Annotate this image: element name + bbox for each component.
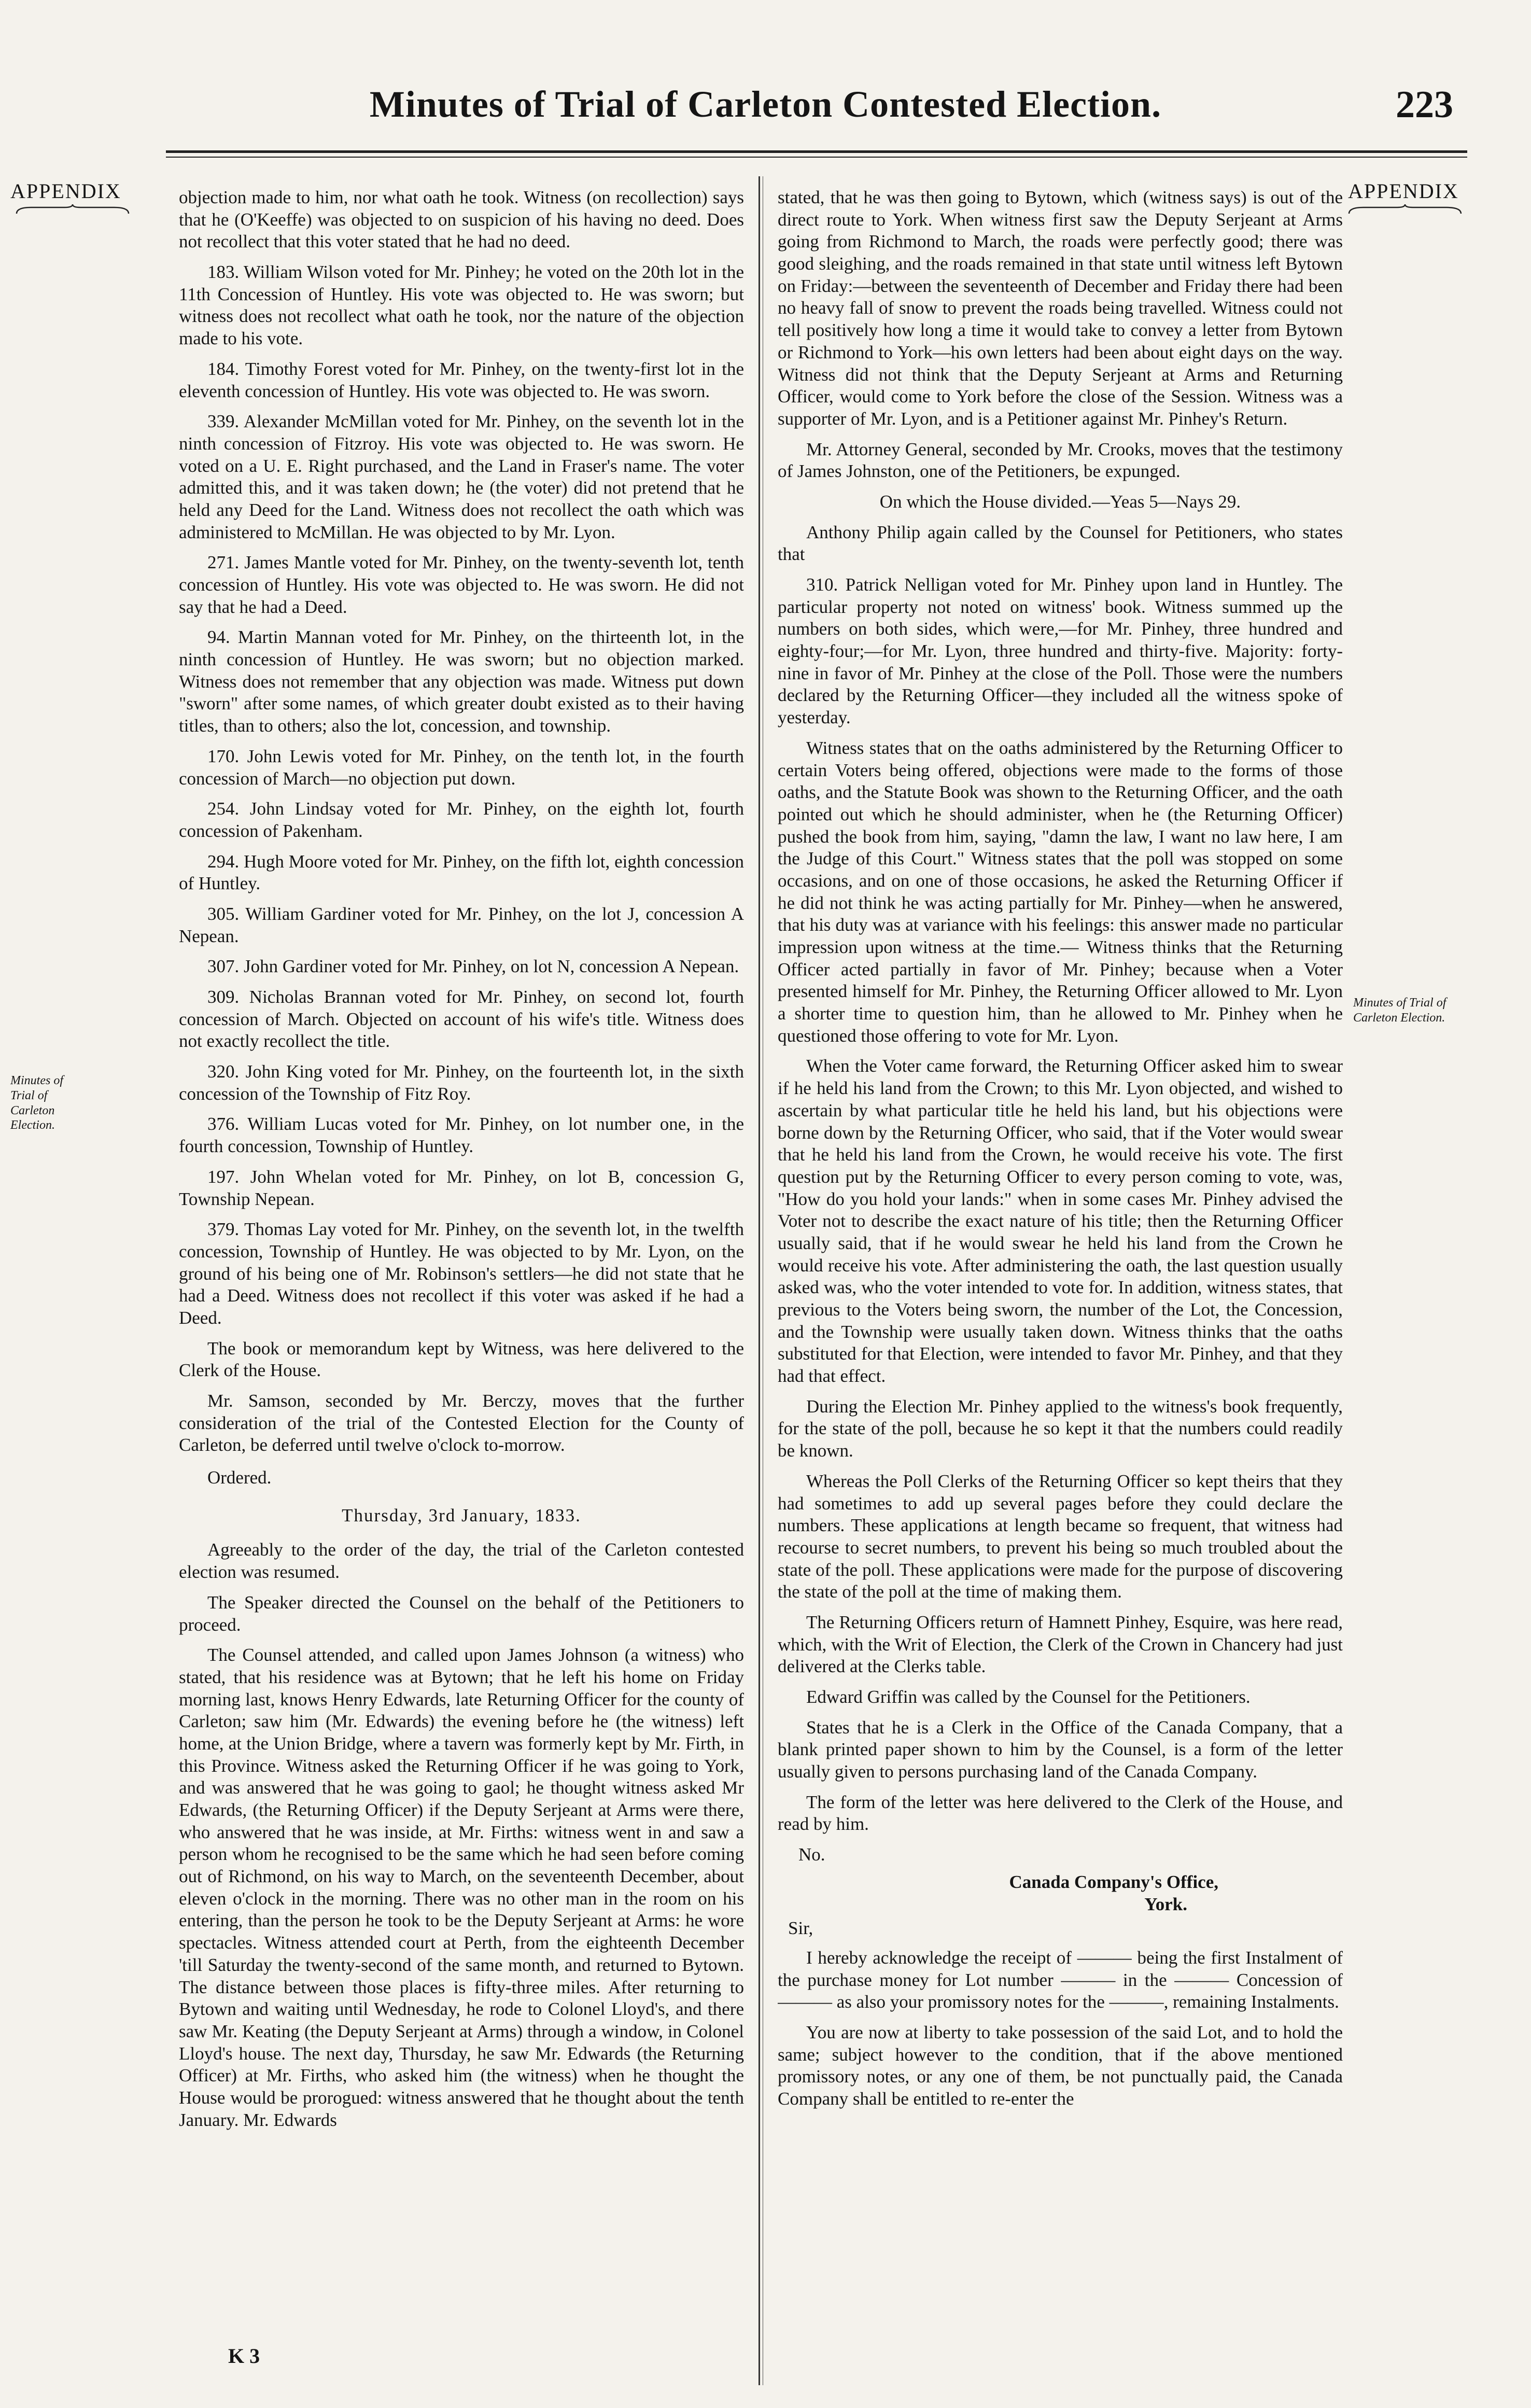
brace-right <box>1348 203 1462 215</box>
paragraph: 376. William Lucas voted for Mr. Pinhey, on lot number one, in the fourth concession, Township of Huntley. <box>179 1114 744 1157</box>
paragraph: Witness states that on the oaths administered by the Returning Officer to certain Voters being offered, objections were made to the forms of those oaths, and the Statute Book was shown to the Returning Officer, and the oath pointed out which he should administer, when he (the Returning Officer) pushed the book from him, saying, "damn the law, I want no law here, I am the Judge of this Court." Witness states that the poll was stopped on some occasions, and on one of those occasions, he asked the Returning Officer if he did not think he was acting partially for Mr. Pinhey—when he answered, that his duty was at variance with his feelings: this answer made no particular impression upon witness at the time.— Witness thinks that the Returning Officer acted partially in favor of Mr. Pinhey; because when a Voter presented himself for Mr. Pinhey, the Returning Officer allowed to Mr. Lyon a shorter time to question him, than he allowed to Mr. Pinhey when he questioned those offering to vote for Mr. Lyon. <box>778 737 1343 1046</box>
paragraph: 184. Timothy Forest voted for Mr. Pinhey, on the twenty-first lot in the eleventh concession of Huntley. His vote was objected to. He was sworn. <box>179 358 744 401</box>
paragraph: 197. John Whelan voted for Mr. Pinhey, on lot B, concession G, Township Nepean. <box>179 1166 744 1209</box>
paragraph: 254. John Lindsay voted for Mr. Pinhey, on the eighth lot, fourth concession of Pakenham. <box>179 799 744 841</box>
paragraph: 339. Alexander McMillan voted for Mr. Pinhey, on the seventh lot in the ninth concession of Fitzroy. His vote was objected to. He was sworn. He voted on a U. E. Right purchased, and the Land in Fraser's name. The voter admitted this, and it was taken down; he (the voter) did not pretend that he held any Deed for the Land. Witness does not recollect the oath which was administered to McMillan. He was objected to by Mr. Lyon. <box>179 411 744 542</box>
paragraph: 294. Hugh Moore voted for Mr. Pinhey, on the fifth lot, eighth concession of Huntley. <box>179 851 744 894</box>
letter-form <box>778 1844 1343 2110</box>
paragraph: 309. Nicholas Brannan voted for Mr. Pinhey, on second lot, fourth concession of March. Objected on account of his wife's title. Witness does not exactly recollect the title. <box>179 987 744 1052</box>
paragraph: Whereas the Poll Clerks of the Returning Officer so kept theirs that they had sometimes to add up several pages before they could declare the numbers. These applications at length became so frequent, that witness had recourse to secret numbers, to prevent his being so much troubled about the state of the poll. These applications were made for the purpose of discovering the state of the poll at the time of making them. <box>778 1471 1343 1602</box>
signature-mark: K 3 <box>228 2344 260 2368</box>
paragraph: When the Voter came forward, the Returning Officer asked him to swear if he held his land from the Crown; to this Mr. Lyon objected, and wished to ascertain by what particular title he held his land, but his objections were borne down by the Returning Officer, who said, that if the Voter would swear that he held his land from the Crown, he would receive his vote. The first question put by the Returning Officer to every person coming to vote, was, "How do you hold your lands:" when in some cases Mr. Pinhey advised the Voter not to describe the exact nature of his title; then the Returning Officer usually said, that if he would swear he held his land from the Crown he would receive his vote. After administering the oath, the last question usually asked was, who the voter intended to vote for. In addition, witness states, that previous to the Voters being sworn, the number of the Lot, the Concession, and the Township were usually taken down. Witness thinks that the oaths substituted for that Election, were intended to favor Mr. Pinhey, and that they had that effect. <box>778 1056 1343 1387</box>
paragraph: Agreeably to the order of the day, the trial of the Carleton contested election was resumed. <box>179 1539 744 1583</box>
appendix-label-right: APPENDIX <box>1348 179 1459 203</box>
header-rule-thick <box>166 150 1467 153</box>
paragraph: Edward Griffin was called by the Counsel for the Petitioners. <box>806 1687 1251 1707</box>
page-number: 223 <box>1396 83 1453 126</box>
paragraph: Mr. Samson, seconded by Mr. Berczy, moves that the further consideration of the trial of the Contested Election for the County of Carleton, be deferred until twelve o'clock to-morrow. <box>179 1391 744 1455</box>
right-column <box>778 187 1343 2375</box>
marginal-note-right: Minutes of Trial of Carleton Election. <box>1353 996 1446 1025</box>
paragraph: The Returning Officers return of Hamnett Pinhey, Esquire, was here read, which, with the Writ of Election, the Clerk of the Crown in Chancery had just delivered at the Clerks table. <box>778 1612 1343 1677</box>
division-result: On which the House divided.—Yeas 5—Nays 29. <box>879 491 1241 512</box>
paragraph: During the Election Mr. Pinhey applied to the witness's book frequently, for the state of the poll, because he so kept it that the numbers could readily be known. <box>778 1396 1343 1461</box>
column-divider <box>759 176 760 2385</box>
letter-office-city: York. <box>1144 1894 1187 1914</box>
paragraph: stated, that he was then going to Bytown, which (witness says) is out of the direct route to York. When witness first saw the Deputy Serjeant at Arms going from Richmond to March, the roads were perfectly good; there was good sleighing, and the roads remained in that state until witness left Bytown on Friday:—between the seventeenth of December and Friday there had been no heavy fall of snow to prevent the roads being travelled. Witness could not tell positively how long a time it would take to convey a letter from Bytown or Richmond to York—his own letters had been about eight days on the way. Witness did not think that the Deputy Serjeant at Arms and Returning Officer, would come to York before the close of the Session. Witness was a supporter of Mr. Lyon, and is a Petitioner against Mr. Pinhey's Return. <box>778 187 1343 429</box>
letter-paragraph: I hereby acknowledge the receipt of ——— being the first Instalment of the purchase money for Lot number ——— in the ——— Concession of ——— as also your promissory notes for the ———, remaining Instalments. <box>778 1947 1343 2012</box>
left-column <box>179 187 744 2375</box>
paragraph: 94. Martin Mannan voted for Mr. Pinhey, on the thirteenth lot, in the ninth concession of Huntley. He was sworn; but no objection marked. Witness does not remember that any objection was made. Witness put down "sworn" after some names, of which greater doubt existed as to their having titles, than to others; also the lot, concession, and township. <box>179 627 744 736</box>
ordered-line: Ordered. <box>207 1467 272 1488</box>
letter-paragraph: You are now at liberty to take possession of the said Lot, and to hold the same; subject however to the condition, that if the above mentioned promissory notes, or any one of them, be not punctually paid, the Canada Company shall be entitled to re-enter the <box>778 2022 1343 2109</box>
letter-salutation: Sir, <box>788 1918 813 1939</box>
letter-number-line: No. <box>798 1844 825 1865</box>
paragraph: 305. William Gardiner voted for Mr. Pinhey, on the lot J, concession A Nepean. <box>179 903 744 946</box>
letter-office-line: Canada Company's Office, <box>1009 1871 1218 1892</box>
paragraph: 310. Patrick Nelligan voted for Mr. Pinhey upon land in Huntley. The particular property not noted on witness' book. Witness summed up the numbers on both sides, which were,—for Mr. Pinhey, three hundred and eighty-four;—for Mr. Lyon, three hundred and thirty-five. Majority: forty-nine in favor of Mr. Pinhey at the close of the Poll. Those were the numbers declared by the Returning Officer—they included all the witness spoke of yesterday. <box>778 575 1343 728</box>
paragraph: 307. John Gardiner voted for Mr. Pinhey, on lot N, concession A Nepean. <box>207 956 739 977</box>
marginal-note-left: Minutes of Trial of Carleton Election. <box>10 1074 63 1132</box>
paragraph: The Speaker directed the Counsel on the behalf of the Petitioners to proceed. <box>179 1592 744 1635</box>
paragraph: 183. William Wilson voted for Mr. Pinhey; he voted on the 20th lot in the 11th Concession of Huntley. His vote was objected to. He was sworn; but witness does not recollect what oath he took, nor the nature of the objection made to his vote. <box>179 262 744 349</box>
paragraph: The form of the letter was here delivered to the Clerk of the House, and read by him. <box>778 1791 1343 1835</box>
page-title: Minutes of Trial of Carleton Contested Election. <box>369 83 1162 125</box>
paragraph: Mr. Attorney General, seconded by Mr. Crooks, moves that the testimony of James Johnston, one of the Petitioners, be expunged. <box>778 439 1343 482</box>
brace-left <box>16 203 130 215</box>
paragraph: States that he is a Clerk in the Office of the Canada Company, that a blank printed paper shown to him by the Counsel, is a form of the letter usually given to persons purchasing land of the Canada Company. <box>778 1717 1343 1782</box>
paragraph: The book or memorandum kept by Witness, was here delivered to the Clerk of the House. <box>179 1338 744 1381</box>
appendix-label-left: APPENDIX <box>10 179 121 203</box>
paragraph: The Counsel attended, and called upon James Johnson (a witness) who stated, that his residence was at Bytown; that he left his home on Friday morning last, knows Henry Edwards, late Returning Officer for the county of Carleton; saw him (Mr. Edwards) the evening before he (the witness) left home, at the Union Bridge, where a tavern was formerly kept by Mr. Firth, in this Province. Witness asked the Returning Officer if he was going to York, and was answered that he was going to gaol; he thought witness asked Mr Edwards, (the Returning Officer) if the Deputy Serjeant at Arms were there, who answered that he was inside, at Mr. Firths: witness went in and saw a person whom he recognised to be the same which he had seen before coming out of Richmond, on his way to March, on the seventeenth December, about eleven o'clock in the morning. There was no other man in the room on his entering, than the person he took to be the Deputy Serjeant at Arms: he wore spectacles. Witness attended court at Perth, from the eighteenth December 'till Saturday the twenty-second of the same month, and returned to Bytown. The distance between those places is fifty-three miles. After returning to Bytown and waiting until Wednesday, he rode to Colonel Lloyd's, and there saw Mr. Keating (the Deputy Serjeant at Arms) through a window, in Colonel Lloyd's house. The next day, Thursday, he saw Mr. Edwards (the Returning Officer) at Mr. Firths, who asked him (the witness) when he thought the House would be prorogued: witness answered that he thought about the tenth January. Mr. Edwards <box>179 1645 744 2130</box>
paragraph: 271. James Mantle voted for Mr. Pinhey, on the twenty-seventh lot, tenth concession of Huntley. His vote was objected to. He was sworn. He did not say that he had a Deed. <box>179 552 744 617</box>
paragraph: 320. John King voted for Mr. Pinhey, on the fourteenth lot, in the sixth concession of the Township of Fitz Roy. <box>179 1061 744 1104</box>
paragraph: Anthony Philip again called by the Counsel for Petitioners, who states that <box>778 522 1343 565</box>
paragraph: objection made to him, nor what oath he took. Witness (on recollection) says that he (O'Keeffe) was objected to on suspicion of his having no deed. Does not recollect that this voter stated that he had no deed. <box>179 187 744 252</box>
date-heading: Thursday, 3rd January, 1833. <box>342 1505 581 1525</box>
paragraph: 170. John Lewis voted for Mr. Pinhey, on the tenth lot, in the fourth concession of March—no objection put down. <box>179 746 744 789</box>
header-rule-thin <box>166 157 1467 158</box>
paragraph: 379. Thomas Lay voted for Mr. Pinhey, on the seventh lot, in the twelfth concession, Township of Huntley. He was objected to by Mr. Lyon, on the ground of his being one of Mr. Robinson's settlers—he did not state that he had a Deed. Witness does not recollect if this voter was asked if he had a Deed. <box>179 1219 744 1328</box>
